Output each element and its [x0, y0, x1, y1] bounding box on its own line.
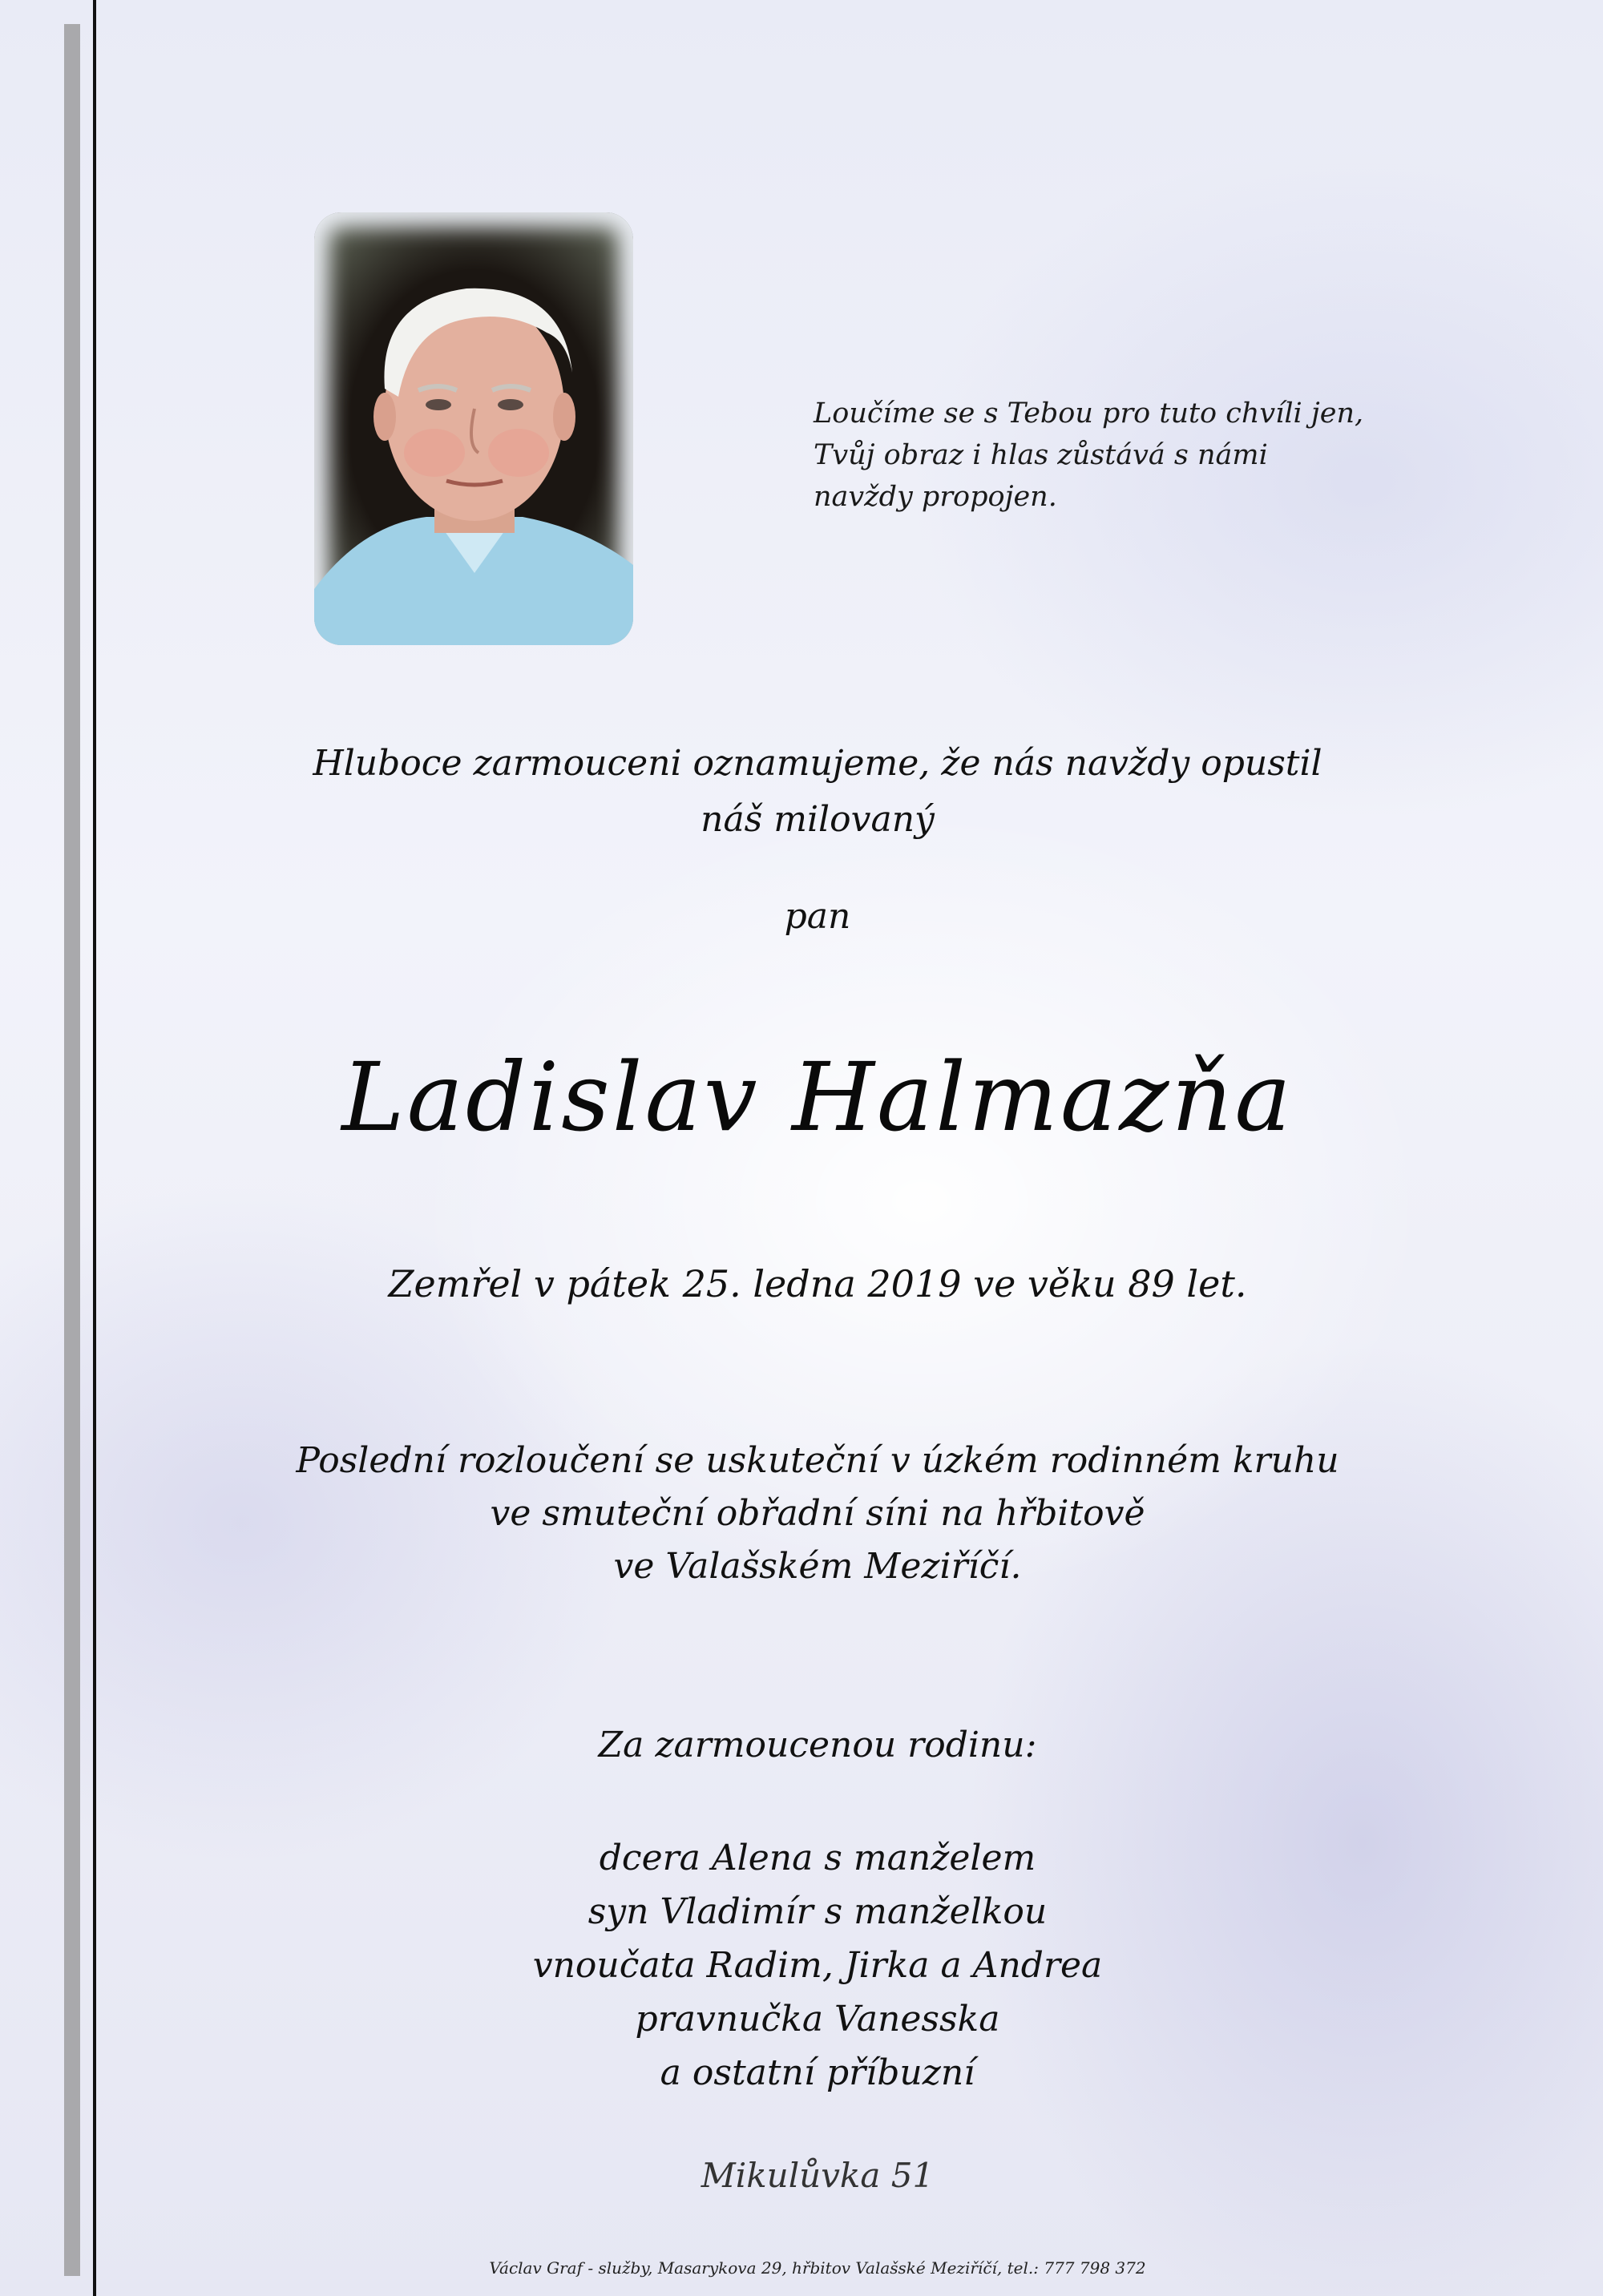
verse-line: Tvůj obraz i hlas zůstává s námi — [814, 439, 1268, 471]
farewell-details — [192, 1434, 1443, 1593]
intro-line: Hluboce zarmouceni oznamujeme, že nás navždy opustil — [313, 743, 1322, 784]
portrait-photo — [314, 212, 633, 645]
family-address: Mikulůvka 51 — [701, 2156, 935, 2195]
death-notice: Zemřel v pátek 25. ledna 2019 ve věku 89 let. — [388, 1262, 1247, 1305]
family-member: a ostatní příbuzní — [660, 2052, 975, 2093]
farewell-line: ve smuteční obřadní síni na hřbitově — [490, 1493, 1145, 1534]
left-black-rule — [93, 0, 96, 2296]
verse-line: Loučíme se s Tebou pro tuto chvíli jen, — [814, 397, 1364, 430]
family-title: Za zarmoucenou rodinu: — [598, 1725, 1037, 1765]
family-member: dcera Alena s manželem — [599, 1838, 1036, 1878]
family-member: pravnučka Vanesska — [635, 1999, 1000, 2040]
farewell-line: Poslední rozloučení se uskuteční v úzkém rodinném kruhu — [296, 1440, 1339, 1481]
family-list — [192, 1831, 1443, 2100]
family-member: syn Vladimír s manželkou — [587, 1891, 1048, 1932]
salutation: pan — [784, 896, 851, 937]
farewell-line: ve Valašském Meziříčí. — [613, 1546, 1022, 1587]
memorial-verse — [814, 393, 1375, 518]
announcement-intro — [192, 736, 1443, 848]
verse-line: navždy propojen. — [814, 481, 1057, 513]
intro-line: náš milovaný — [701, 799, 935, 840]
funeral-service-footer: Václav Graf - služby, Masarykova 29, hřbitov Valašské Meziříčí, tel.: 777 798 372 — [489, 2258, 1146, 2278]
family-member: vnoučata Radim, Jirka a Andrea — [532, 1945, 1103, 1986]
left-gray-rule — [64, 24, 80, 2276]
deceased-name: Ladislav Halmazňa — [341, 1042, 1294, 1152]
